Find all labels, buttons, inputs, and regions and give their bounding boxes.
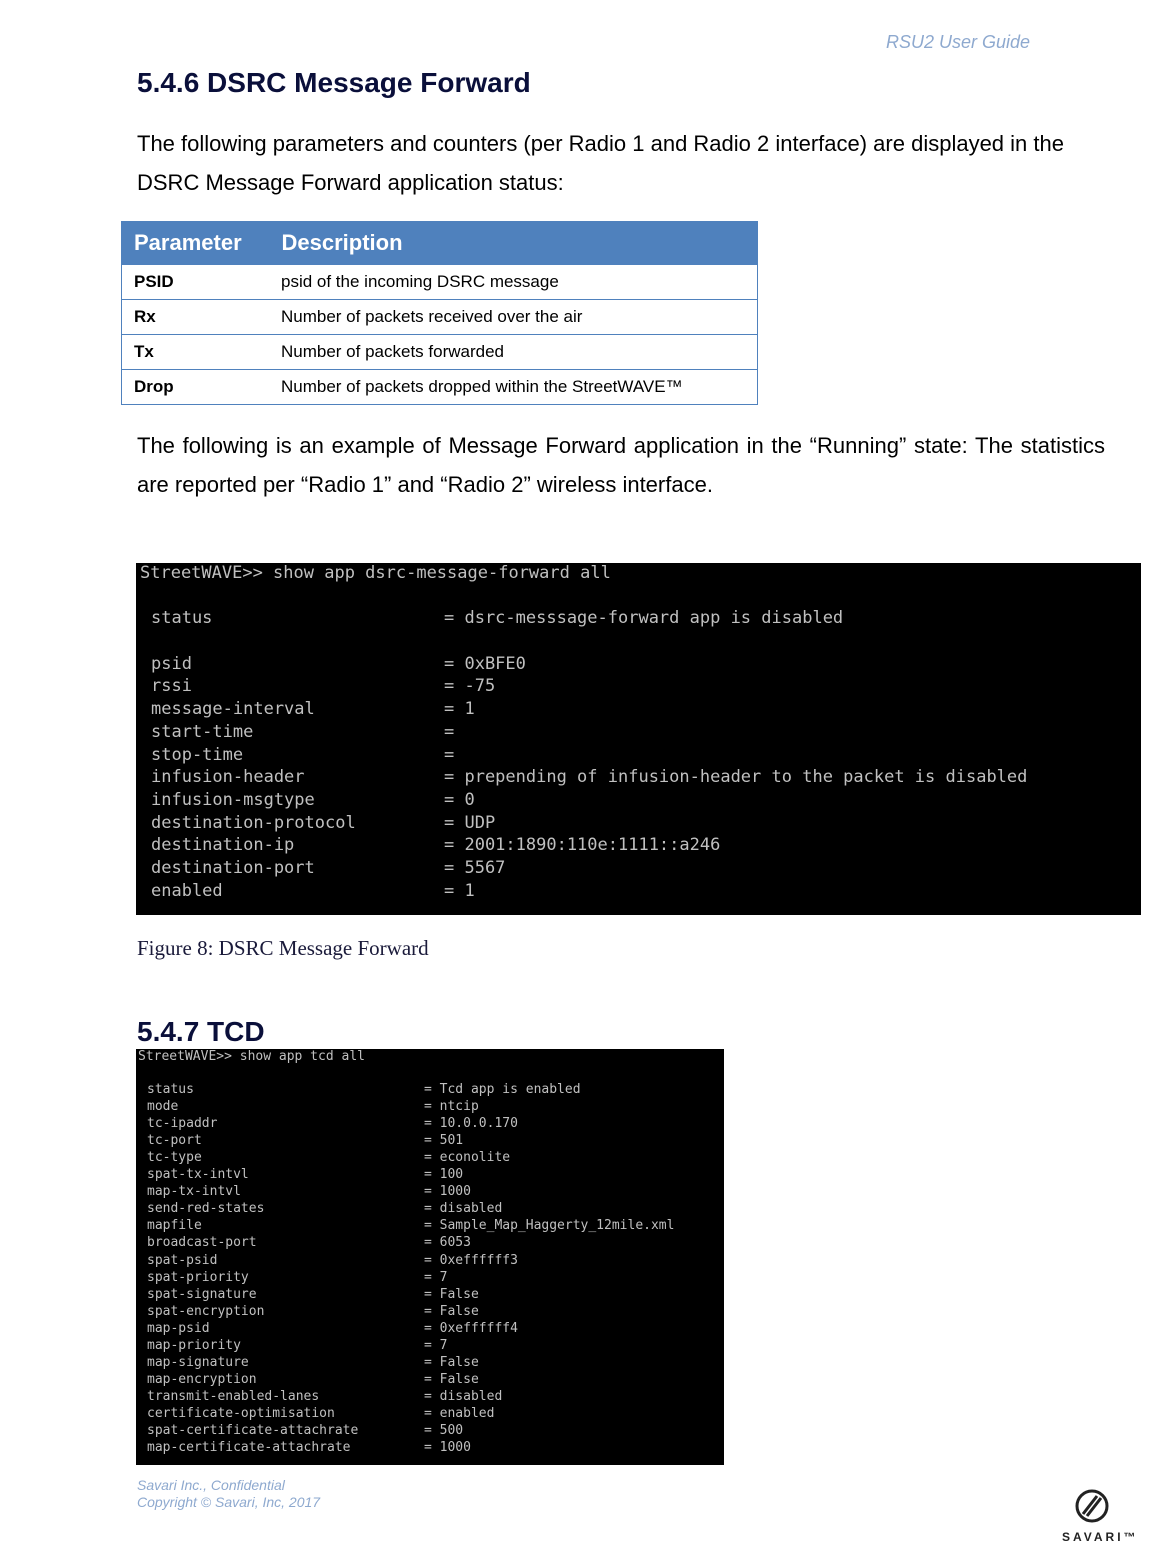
terminal-key: map-certificate-attachrate [147, 1440, 351, 1456]
terminal-value: = False [424, 1286, 479, 1302]
terminal-key: map-priority [147, 1337, 241, 1353]
terminal-key: mapfile [147, 1218, 202, 1234]
terminal-key: certificate-optimisation [147, 1405, 335, 1421]
terminal-key: spat-certificate-attachrate [147, 1423, 359, 1438]
terminal-value: = -75 [444, 676, 496, 697]
terminal-command-line: StreetWAVE>> show app tcd all [138, 1049, 365, 1064]
terminal-value: = False [424, 1354, 479, 1370]
terminal-value: = 0xBFE0 [444, 653, 526, 674]
parameter-cell: PSID [122, 265, 270, 300]
terminal-value: = 1 [444, 880, 475, 901]
terminal-value: = 0 [444, 789, 475, 810]
terminal-key: status [151, 608, 213, 628]
terminal-value: = Tcd app is enabled [424, 1082, 581, 1097]
terminal-value: = 6053 [424, 1235, 471, 1251]
terminal-value: = 1000 [424, 1184, 471, 1200]
terminal-key: destination-port [151, 858, 315, 878]
terminal-value: = 7 [424, 1269, 448, 1285]
description-cell: Number of packets forwarded [269, 335, 758, 370]
terminal-key: map-encryption [147, 1371, 257, 1387]
table-row [122, 370, 758, 405]
figure-caption: Figure 8: DSRC Message Forward [137, 936, 429, 960]
table-row [122, 265, 758, 300]
terminal-value: = 10.0.0.170 [424, 1116, 518, 1132]
column-header: Description [269, 222, 758, 265]
terminal-value: = 100 [424, 1167, 464, 1183]
parameter-table [121, 221, 758, 405]
terminal-key: message-interval [151, 699, 315, 720]
logo-wordmark: SAVARI™ [1062, 1530, 1139, 1544]
description-cell: Number of packets dropped within the StreetWAVE™ [269, 370, 758, 405]
terminal-value: = prepending of infusion-header to the packet is disabled [444, 767, 1028, 788]
parameter-cell: Tx [122, 335, 270, 370]
terminal-key: status [147, 1082, 194, 1097]
terminal-value: = 1000 [424, 1440, 471, 1456]
terminal-key: spat-tx-intvl [147, 1167, 249, 1183]
terminal-key: enabled [151, 880, 223, 901]
terminal-value: = disabled [424, 1201, 503, 1217]
terminal-key: start-time [151, 721, 254, 742]
terminal-value: = 0xeffffff3 [424, 1252, 518, 1268]
table-row [122, 335, 758, 370]
terminal-key: mode [147, 1099, 179, 1115]
terminal-key: transmit-enabled-lanes [147, 1388, 320, 1404]
terminal-key: destination-protocol [151, 812, 356, 833]
terminal-value: = 7 [424, 1337, 448, 1353]
terminal-value: = 0xeffffff4 [424, 1320, 518, 1336]
terminal-value: = 500 [424, 1423, 464, 1438]
terminal-value: = dsrc-messsage-forward app is disabled [444, 608, 844, 628]
terminal-value: = 2001:1890:110e:1111::a246 [444, 835, 721, 856]
terminal-value: = 1 [444, 699, 475, 720]
terminal-key: map-tx-intvl [147, 1184, 241, 1200]
description-cell: psid of the incoming DSRC message [269, 265, 758, 300]
description-cell: Number of packets received over the air [269, 300, 758, 335]
terminal-key: map-psid [147, 1320, 210, 1336]
terminal-key: spat-priority [147, 1269, 249, 1285]
terminal-value: = ntcip [424, 1099, 479, 1115]
terminal-key: stop-time [151, 744, 244, 765]
intro-paragraph: The following parameters and counters (per Radio 1 and Radio 2 interface) are displayed in the DSRC Message Forward application status: [137, 131, 1064, 195]
section-heading-dsrc: 5.4.6 DSRC Message Forward [137, 67, 531, 98]
terminal-key: psid [151, 653, 192, 674]
parameter-cell: Rx [122, 300, 270, 335]
terminal-value: = False [424, 1371, 479, 1387]
parameter-cell: Drop [122, 370, 270, 405]
footer-copyright: Copyright © Savari, Inc, 2017 [137, 1494, 321, 1510]
terminal-value: = disabled [424, 1388, 503, 1404]
dsrc-terminal-screenshot [136, 563, 1141, 915]
terminal-key: send-red-states [147, 1201, 265, 1217]
terminal-key: spat-encryption [147, 1303, 265, 1319]
terminal-value: = [444, 721, 455, 742]
terminal-key: map-signature [147, 1354, 249, 1370]
terminal-key: tc-ipaddr [147, 1116, 218, 1132]
terminal-value: = Sample_Map_Haggerty_12mile.xml [424, 1218, 675, 1234]
terminal-value: = econolite [424, 1150, 511, 1166]
terminal-value: = [444, 744, 455, 765]
terminal-value: = 501 [424, 1133, 464, 1149]
example-paragraph: The following is an example of Message Forward application in the “Running” state: The statistics are reported per “Radio 1” and “Radio 2” wireless interface. [137, 433, 1105, 497]
column-header: Parameter [122, 222, 270, 265]
section-heading-tcd: 5.4.7 TCD [137, 1016, 265, 1047]
terminal-value: = enabled [424, 1405, 495, 1421]
terminal-key: tc-type [147, 1150, 202, 1166]
terminal-key: rssi [151, 676, 192, 697]
terminal-key: broadcast-port [147, 1235, 257, 1251]
terminal-key: spat-signature [147, 1286, 257, 1302]
table-row [122, 300, 758, 335]
tcd-terminal-screenshot [136, 1049, 724, 1465]
terminal-key: spat-psid [147, 1252, 218, 1268]
terminal-key: tc-port [147, 1133, 202, 1149]
footer-company: Savari Inc., Confidential [137, 1477, 285, 1493]
terminal-key: destination-ip [151, 835, 295, 856]
terminal-key: infusion-msgtype [151, 789, 315, 810]
terminal-value: = UDP [444, 812, 496, 833]
terminal-value: = 5567 [444, 858, 506, 878]
terminal-command-line: StreetWAVE>> show app dsrc-message-forward all [140, 563, 611, 583]
terminal-key: infusion-header [151, 767, 305, 788]
document-title: RSU2 User Guide [886, 32, 1031, 52]
table-header-row [122, 222, 758, 265]
terminal-value: = False [424, 1303, 479, 1319]
